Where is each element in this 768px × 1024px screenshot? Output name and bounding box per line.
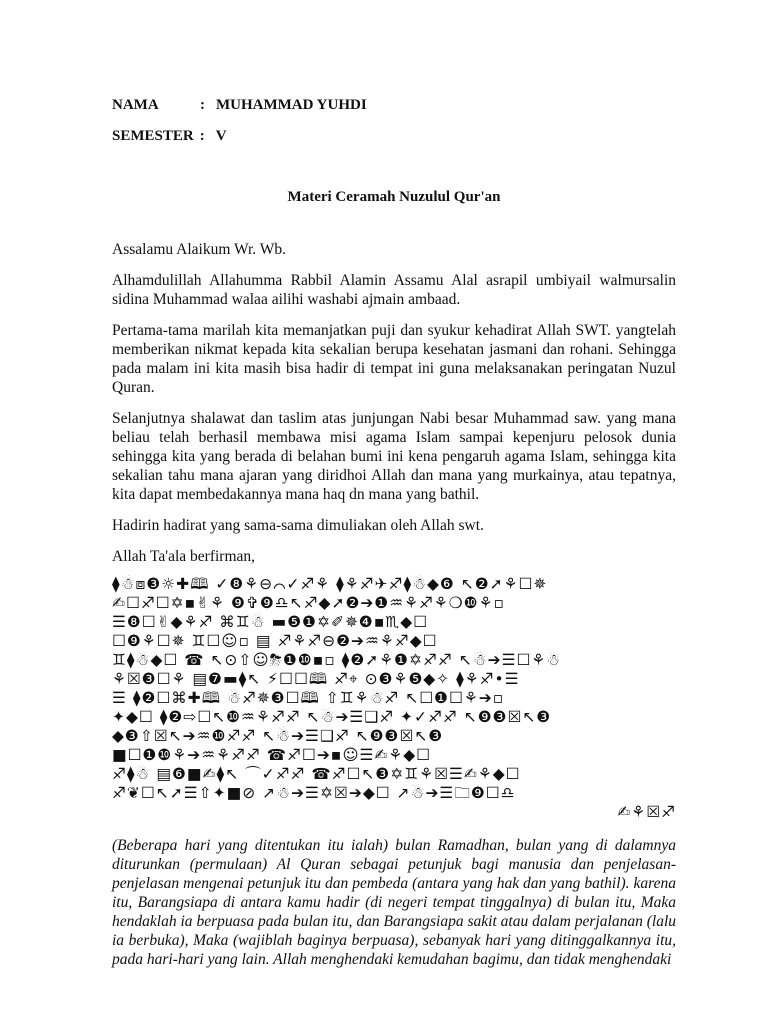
glyph-line: ♐⧫☃ ▤❻■✍⧫↖ ⌒✓♐♐ ☎♐☐↖❸✡♊⚘☒☰✍⚘◆☐ <box>112 765 521 783</box>
glyph-line: ☐❾⚘☐✵ ♊☐☺▫ ▤ ♐⚘♐⊖❷➔♒⚘♐◆☐ <box>112 632 438 650</box>
document-title: Materi Ceramah Nuzulul Qur'an <box>287 189 501 205</box>
gratitude-paragraph: Pertama-tama marilah kita memanjatkan puji dan syukur kehadirat Allah SWT. yangtelah memberikan nikmat kepada kita sekalian berupa kesehatan jasmani dan rohani. Sehingga pada malam ini kita masih bisa hadir di tempat ini guna melaksanakan peringatan Nuzul Quran. <box>112 322 676 396</box>
arabic-verse-glyphs <box>112 575 676 822</box>
glyph-line: ⧫☃⧈❸☼✚🕮 ✓❽⚘⊖⌒✓♐⚘ ⧫⚘♐✈♐⧫☃◆❻ ↖❷➚⚘☐✵ <box>112 575 548 593</box>
semester-label: SEMESTER <box>112 128 194 144</box>
glyph-line: ✍⚘☒♐ <box>617 803 676 821</box>
student-header <box>112 96 367 158</box>
glyph-line: ■☐❶❿⚘➔♒⚘♐♐ ☎♐☐➔▪☺☰✍⚘◆☐ <box>112 746 432 764</box>
verse-intro-paragraph: Allah Ta'ala berfirman, <box>112 548 256 565</box>
verse-translation: (Beberapa hari yang ditentukan itu ialah) bulan Ramadhan, bulan yang di dalamnya diturunkan (permulaan) Al Quran sebagai petunjuk bagi manusia dan penjelasan-penjelasan mengenai petunjuk itu dan pembeda (antara yang hak dan yang bathil). karena itu, Barangsiapa di antara kamu hadir (di negeri tempat tinggalnya) di bulan itu, Maka hendaklah ia berpuasa pada bulan itu, dan Barangsiapa sakit atau dalam perjalanan (lalu ia berbuka), Maka (wajiblah baginya berpuasa), sebanyak hari yang ditinggalkannya itu, pada hari-hari yang lain. Allah menghendaki kemudahan bagimu, dan tidak menghendaki <box>112 837 676 968</box>
glyph-line: ◆❸⇧☒↖➔♒❿♐♐ ↖☃➔☰❑♐ ↖❾❸☒↖❸ <box>112 727 444 745</box>
glyph-line: ♊⧫☃◆☐ ☎ ↖⊙⇧☺⛈❶❿▪▫ ⧫❷➚⚘❶✡♐♐ ↖☃➔☰☐⚘☃ <box>112 651 562 669</box>
document-body <box>112 240 676 981</box>
glyph-line: ✦◆☐ ⧫❷⇨☐↖❿♒⚘♐♐ ↖☃➔☰❑♐ ✦✓♐♐ ↖❾❸☒↖❸ <box>112 708 552 726</box>
name-value: MUHAMMAD YUHDI <box>216 97 367 113</box>
semester-row <box>112 127 367 146</box>
audience-paragraph: Hadirin hadirat yang sama-sama dimuliakan oleh Allah swt. <box>112 517 484 534</box>
greeting-paragraph: Assalamu Alaikum Wr. Wb. <box>112 241 287 258</box>
glyph-line: ✍☐♐☐✡▪✌⚘ ❾✞❾♎↖♐◆➚❷➔❶♒⚘♐⚘❍❿⚘▫ <box>112 594 505 612</box>
shalawat-paragraph: Selanjutnya shalawat dan taslim atas junjungan Nabi besar Muhammad saw. yang mana beliau telah berhasil membawa misi agama Islam sampai kepenjuru pelosok dunia sehingga kita yang berada di belahan bumi ini kena pengaruh agama Islam, sehingga kita sekalian tahu mana ajaran yang diridhoi Allah dan mana yang murkainya, atau tepatnya, kita dapat membedakannya mana haq dn mana yang bathil. <box>112 410 676 503</box>
glyph-line: ☰❽☐✌◆⚘♐ ⌘♊☃ ▬❺❶✡✐✵❹▪♏◆☐ <box>112 613 429 631</box>
glyph-line: ♐❦☐↖➚☰⇧✦■⊘ ↗☃➔☰✡☒➔◆☐ ↗☃➔☰🗀❾☐♎ <box>112 784 516 802</box>
semester-separator: : <box>199 128 205 144</box>
name-label: NAMA <box>112 97 159 113</box>
name-row <box>112 96 367 115</box>
semester-value: V <box>215 128 227 144</box>
glyph-line: ⚘☒❸☐⚘ ▤❼▬⧫↖ ⚡☐☐🕮 ♐⌖ ⊙❸⚘❺◆✧ ⧫⚘♐•☰ <box>112 670 520 688</box>
glyph-line: ☰ ⧫❷☐⌘✚🕮 ☃♐✵❸☐🕮 ⇧♊⚘☃♐ ↖☐❶☐⚘➔▫ <box>112 689 505 707</box>
name-separator: : <box>200 97 205 113</box>
opening-paragraph: Alhamdulillah Allahumma Rabbil Alamin Assamu Alal asrapil umbiyail walmursalin sidina Muhammad walaa ailihi washabi ajmain ambaad. <box>112 272 676 308</box>
